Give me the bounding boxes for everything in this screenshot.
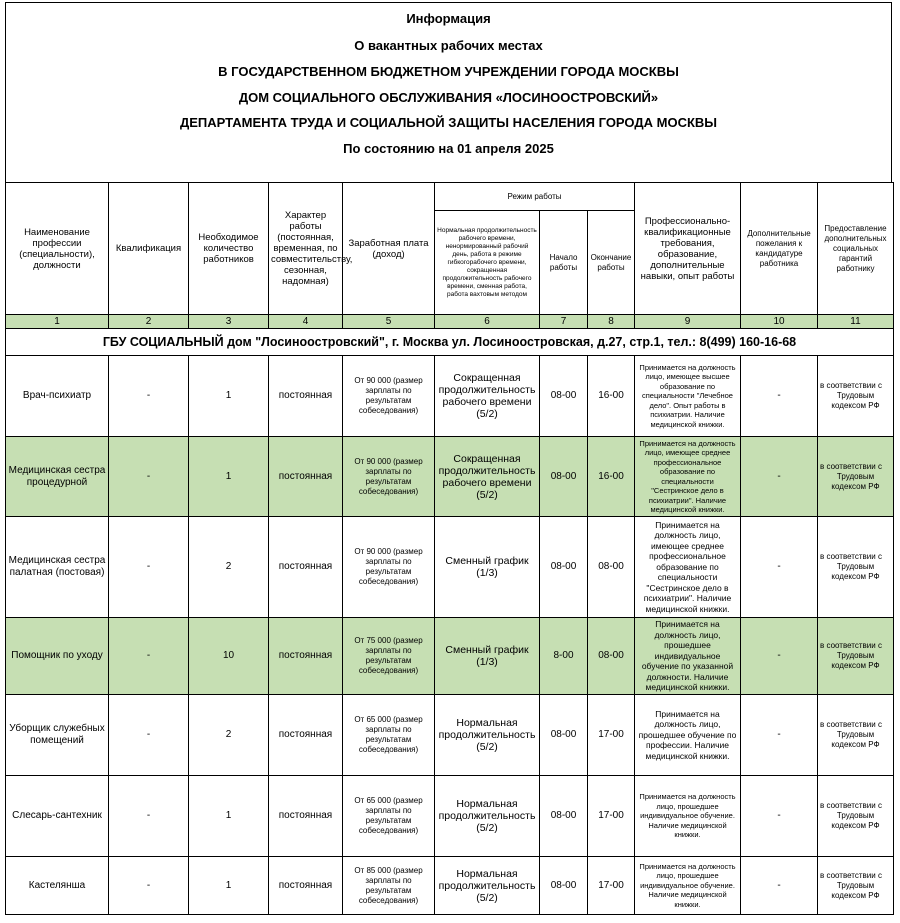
- column-number: 4: [269, 315, 343, 329]
- cell-start: 08-00: [540, 356, 588, 437]
- vacancy-table: [5, 182, 894, 915]
- cell-start: 08-00: [540, 695, 588, 776]
- cell-count: 2: [189, 517, 269, 618]
- cell-requirements: Принимается на должность лицо, прошедшее индивидуальное обучение по указанной должности. Наличие медицинской книжки.: [635, 618, 741, 695]
- guarantees-line: Трудовым кодексом РФ: [831, 811, 880, 830]
- cell-requirements: Принимается на должность лицо, имеющее среднее профессиональное образование по специальности "Сестринское дело в психиатрии". Наличие медицинской книжки.: [635, 517, 741, 618]
- cell-salary: От 75 000 (размер зарплаты по результатам собеседования): [343, 618, 435, 695]
- guarantees-line: Трудовым кодексом РФ: [831, 391, 880, 410]
- organization-row: [6, 329, 894, 356]
- cell-end: 17-00: [588, 695, 635, 776]
- column-number: 9: [635, 315, 741, 329]
- cell-salary: От 90 000 (размер зарплаты по результатам собеседования): [343, 356, 435, 437]
- cell-salary: От 90 000 (размер зарплаты по результатам собеседования): [343, 517, 435, 618]
- cell-start: 08-00: [540, 857, 588, 915]
- cell-guarantees: [818, 356, 894, 437]
- guarantees-line: в соответствии с: [820, 720, 882, 729]
- cell-guarantees: [818, 437, 894, 517]
- column-number-row: [6, 315, 894, 329]
- cell-nature: постоянная: [269, 356, 343, 437]
- cell-wishes: -: [741, 695, 818, 776]
- cell-profession: Медицинская сестра процедурной: [6, 437, 109, 517]
- cell-start: 08-00: [540, 776, 588, 857]
- cell-qualification: -: [109, 437, 189, 517]
- cell-end: 17-00: [588, 776, 635, 857]
- cell-guarantees: [818, 857, 894, 915]
- guarantees-line: в соответствии с: [820, 381, 882, 390]
- column-number: 5: [343, 315, 435, 329]
- cell-mode: Сокращенная продолжительность рабочего времени (5/2): [435, 437, 540, 517]
- table-row: [6, 437, 894, 517]
- cell-count: 1: [189, 857, 269, 915]
- cell-salary: От 90 000 (размер зарплаты по результатам собеседования): [343, 437, 435, 517]
- col-header-guarantees: Предоставление дополнительных социальных гарантий работнику: [818, 183, 894, 315]
- cell-profession: Врач-психиатр: [6, 356, 109, 437]
- cell-start: 08-00: [540, 517, 588, 618]
- guarantees-line: Трудовым кодексом РФ: [831, 651, 880, 670]
- cell-wishes: -: [741, 437, 818, 517]
- cell-qualification: -: [109, 695, 189, 776]
- col-header-mode-group: Режим работы: [435, 183, 635, 211]
- cell-profession: Помощник по уходу: [6, 618, 109, 695]
- cell-nature: постоянная: [269, 618, 343, 695]
- guarantees-line: Трудовым кодексом РФ: [831, 471, 880, 491]
- guarantees-line: в соответствии с: [820, 801, 882, 810]
- header-department: ДЕПАРТАМЕНТА ТРУДА И СОЦИАЛЬНОЙ ЗАЩИТЫ НАСЕЛЕНИЯ ГОРОДА МОСКВЫ: [179, 115, 718, 130]
- cell-mode: Сменный график (1/3): [435, 618, 540, 695]
- column-number: 3: [189, 315, 269, 329]
- cell-requirements: Принимается на должность лицо, прошедшее индивидуальное обучение. Наличие медицинской книжки.: [635, 857, 741, 915]
- cell-qualification: -: [109, 517, 189, 618]
- cell-wishes: -: [741, 356, 818, 437]
- guarantees-line: Трудовым кодексом РФ: [831, 880, 880, 900]
- cell-mode: Сменный график (1/3): [435, 517, 540, 618]
- cell-qualification: -: [109, 857, 189, 915]
- cell-end: 17-00: [588, 857, 635, 915]
- cell-mode: Нормальная продолжительность (5/2): [435, 857, 540, 915]
- table-row: [6, 776, 894, 857]
- organization-line: ГБУ СОЦИАЛЬНЫЙ дом "Лосиноостровский", г. Москва ул. Лосиноостровская, д.27, стр.1, тел.: 8(499) 160-16-68: [6, 329, 894, 356]
- cell-guarantees: [818, 776, 894, 857]
- col-header-qualification: Квалификация: [109, 183, 189, 315]
- cell-guarantees: [818, 695, 894, 776]
- table-row: [6, 356, 894, 437]
- table-row: [6, 618, 894, 695]
- column-number: 2: [109, 315, 189, 329]
- cell-requirements: Принимается на должность лицо, прошедшее обучение по профессии. Наличие медицинской книжки.: [635, 695, 741, 776]
- guarantees-line: в соответствии с: [820, 461, 882, 471]
- table-row: [6, 857, 894, 915]
- header-org-name: ДОМ СОЦИАЛЬНОГО ОБСЛУЖИВАНИЯ «ЛОСИНООСТРОВСКИЙ»: [238, 90, 659, 105]
- column-number: 1: [6, 315, 109, 329]
- header-subtitle: О вакантных рабочих местах: [354, 38, 543, 53]
- header-date: По состоянию на 01 апреля 2025: [343, 141, 554, 156]
- header-institution: В ГОСУДАРСТВЕННОМ БЮДЖЕТНОМ УЧРЕЖДЕНИИ ГОРОДА МОСКВЫ: [218, 64, 679, 79]
- cell-profession: Слесарь-сантехник: [6, 776, 109, 857]
- cell-count: 1: [189, 437, 269, 517]
- col-header-wishes: Дополнительные пожелания к кандидатуре работника: [741, 183, 818, 315]
- header-title: Информация: [406, 11, 491, 26]
- cell-end: 16-00: [588, 356, 635, 437]
- cell-requirements: Принимается на должность лицо, имеющее высшее образование по специальности "Лечебное дело". Опыт работы в психиатрии. Наличие медицинской книжки.: [635, 356, 741, 437]
- col-header-profession: Наименование профессии (специальности), должности: [6, 183, 109, 315]
- col-header-end: Окончание работы: [588, 211, 635, 315]
- cell-nature: постоянная: [269, 695, 343, 776]
- cell-start: 08-00: [540, 437, 588, 517]
- table-header-row: [6, 183, 894, 211]
- guarantees-line: Трудовым кодексом РФ: [831, 562, 880, 581]
- cell-guarantees: [818, 618, 894, 695]
- cell-profession: Медицинская сестра палатная (постовая): [6, 517, 109, 618]
- cell-wishes: -: [741, 776, 818, 857]
- cell-count: 2: [189, 695, 269, 776]
- cell-mode: Нормальная продолжительность (5/2): [435, 776, 540, 857]
- guarantees-line: в соответствии с: [820, 641, 882, 650]
- cell-requirements: Принимается на должность лицо, прошедшее индивидуальное обучение. Наличие медицинской книжки.: [635, 776, 741, 857]
- column-number: 7: [540, 315, 588, 329]
- document-header: [5, 2, 892, 182]
- cell-mode: Нормальная продолжительность (5/2): [435, 695, 540, 776]
- cell-nature: постоянная: [269, 517, 343, 618]
- col-header-nature: Характер работы (постоянная, временная, по совместительству, сезонная, надомная): [269, 183, 343, 315]
- column-number: 8: [588, 315, 635, 329]
- cell-end: 08-00: [588, 618, 635, 695]
- cell-profession: Уборщик служебных помещений: [6, 695, 109, 776]
- cell-end: 16-00: [588, 437, 635, 517]
- column-number: 10: [741, 315, 818, 329]
- cell-salary: От 85 000 (размер зарплаты по результатам собеседования): [343, 857, 435, 915]
- column-number: 11: [818, 315, 894, 329]
- cell-wishes: -: [741, 857, 818, 915]
- cell-salary: От 65 000 (размер зарплаты по результатам собеседования): [343, 776, 435, 857]
- col-header-requirements: Профессионально-квалификационные требования, образование, дополнительные навыки, опыт работы: [635, 183, 741, 315]
- cell-qualification: -: [109, 776, 189, 857]
- col-header-salary: Заработная плата (доход): [343, 183, 435, 315]
- col-header-start: Начало работы: [540, 211, 588, 315]
- cell-wishes: -: [741, 517, 818, 618]
- cell-count: 1: [189, 356, 269, 437]
- cell-profession: Кастелянша: [6, 857, 109, 915]
- cell-qualification: -: [109, 356, 189, 437]
- cell-end: 08-00: [588, 517, 635, 618]
- col-header-count: Необходимое количество работников: [189, 183, 269, 315]
- guarantees-line: Трудовым кодексом РФ: [831, 730, 880, 749]
- cell-salary: От 65 000 (размер зарплаты по результатам собеседования): [343, 695, 435, 776]
- table-row: [6, 695, 894, 776]
- cell-guarantees: [818, 517, 894, 618]
- guarantees-line: в соответствии с: [820, 552, 882, 561]
- guarantees-line: в соответствии с: [820, 870, 882, 880]
- cell-nature: постоянная: [269, 857, 343, 915]
- cell-count: 1: [189, 776, 269, 857]
- column-number: 6: [435, 315, 540, 329]
- cell-nature: постоянная: [269, 437, 343, 517]
- table-row: [6, 517, 894, 618]
- cell-qualification: -: [109, 618, 189, 695]
- cell-start: 8-00: [540, 618, 588, 695]
- cell-wishes: -: [741, 618, 818, 695]
- col-header-mode-desc: Нормальная продолжительность рабочего времени, ненормированный рабочий день, работа в режиме гибкогорабочего времени, сокращенная продолжительность рабочего времени, сменная работа, работа вахтовым методом: [435, 211, 540, 315]
- cell-requirements: Принимается на должность лицо, имеющее среднее профессиональное образование по специальности "Сестринское дело в психиатрии". Наличие медицинской книжки.: [635, 437, 741, 517]
- cell-mode: Сокращенная продолжительность рабочего времени (5/2): [435, 356, 540, 437]
- cell-count: 10: [189, 618, 269, 695]
- cell-nature: постоянная: [269, 776, 343, 857]
